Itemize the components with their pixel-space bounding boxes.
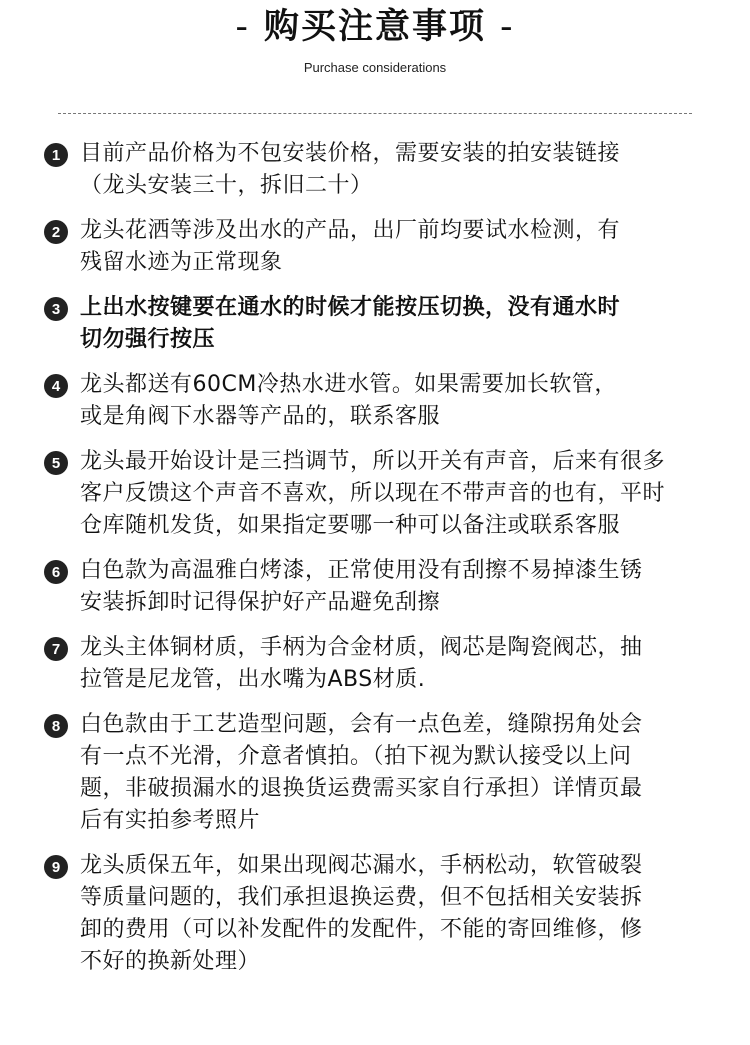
- notice-text: 龙头都送有60CM冷热水进水管。如果需要加长软管， 或是角阀下水器等产品的，联系客服: [80, 372, 617, 429]
- notice-item-7: [44, 632, 734, 696]
- number-badge-icon: 6: [44, 560, 68, 584]
- notice-text: 白色款为高温雅白烤漆，正常使用没有刮擦不易掉漆生锈 安装拆卸时记得保护好产品避免刮擦: [80, 558, 643, 615]
- notice-item-5: [44, 446, 734, 542]
- notice-item-8: [44, 709, 734, 837]
- number-badge-icon: 5: [44, 451, 68, 475]
- notice-item-3: [44, 292, 734, 356]
- notice-item-9: [44, 850, 734, 978]
- notice-text: 龙头质保五年，如果出现阀芯漏水，手柄松动，软管破裂 等质量问题的，我们承担退换运费，但不包括相关安装拆 卸的费用（可以补发配件的发配件，不能的寄回维修，修 不好的换新处理）: [80, 853, 643, 974]
- number-badge-icon: 1: [44, 143, 68, 167]
- title-dash-left: -: [235, 7, 250, 47]
- page-subtitle: Purchase considerations: [303, 60, 447, 75]
- notice-item-2: [44, 215, 734, 279]
- number-badge-icon: 7: [44, 637, 68, 661]
- dashed-divider: [58, 113, 692, 114]
- notice-item-4: [44, 369, 734, 433]
- notice-text: 龙头花洒等涉及出水的产品，出厂前均要试水检测，有 残留水迹为正常现象: [80, 218, 621, 275]
- notice-text: 白色款由于工艺造型问题，会有一点色差，缝隙拐角处会 有一点不光滑，介意者慎拍。（拍下视为默认接受以上问 题，非破损漏水的退换货运费需买家自行承担）详情页最 后有实拍参考照片: [80, 712, 643, 833]
- page-title-row: [0, 4, 750, 50]
- notice-text: 目前产品价格为不包安装价格，需要安装的拍安装链接 （龙头安装三十，拆旧二十）: [80, 141, 621, 198]
- notice-text: 龙头主体铜材质，手柄为合金材质，阀芯是陶瓷阀芯，抽 拉管是尼龙管，出水嘴为ABS材质.: [80, 635, 643, 692]
- number-badge-icon: 4: [44, 374, 68, 398]
- notice-item-1: [44, 138, 734, 202]
- notice-item-6: [44, 555, 734, 619]
- number-badge-icon: 8: [44, 714, 68, 738]
- notice-list: [44, 138, 734, 991]
- number-badge-icon: 2: [44, 220, 68, 244]
- page-title: 购买注意事项: [263, 7, 486, 47]
- title-dash-right: -: [500, 7, 515, 47]
- notice-text: 龙头最开始设计是三挡调节，所以开关有声音，后来有很多 客户反馈这个声音不喜欢，所以现在不带声音的也有，平时 仓库随机发货，如果指定要哪一种可以备注或联系客服: [80, 449, 666, 538]
- number-badge-icon: 9: [44, 855, 68, 879]
- notice-text: 上出水按键要在通水的时候才能按压切换，没有通水时 切勿强行按压: [80, 295, 621, 352]
- number-badge-icon: 3: [44, 297, 68, 321]
